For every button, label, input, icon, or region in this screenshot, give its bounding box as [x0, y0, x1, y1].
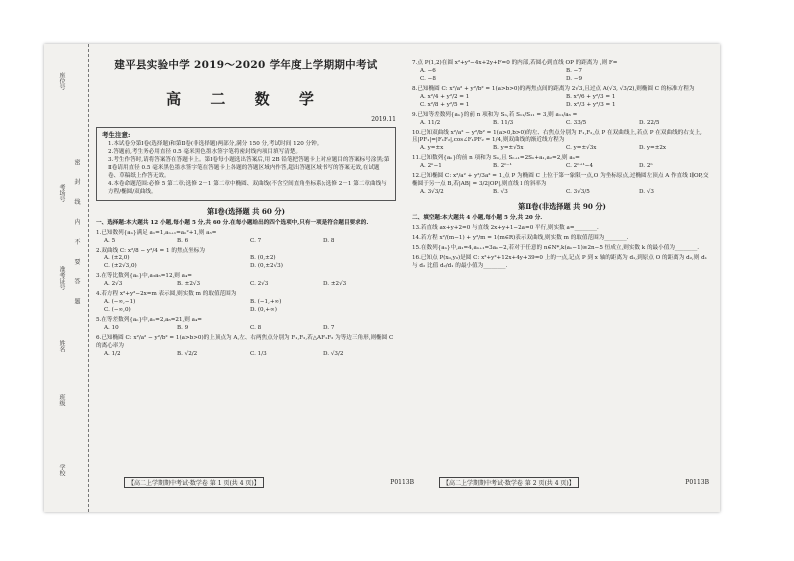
answer-option: A. (−∞,−1): [104, 299, 136, 306]
answer-option: D. √3: [639, 189, 654, 196]
question: [412, 112, 712, 128]
answer-option: D. 22/5: [639, 119, 660, 126]
question: [96, 317, 396, 333]
question: [412, 86, 712, 110]
notice-box: [96, 127, 396, 201]
name-label: 姓名: [58, 340, 65, 352]
answer-option: A. (±2,0): [104, 255, 130, 262]
answer-option: D. (0,+∞): [250, 307, 277, 314]
school-title: 建平县实验中学 2019～2020 学年度上学期期中考试: [114, 59, 378, 71]
answer-option: A. 1/2: [104, 350, 121, 357]
footer-left-text: 【高二上学期期中考试·数学卷 第 1 页(共 4 页)】: [124, 477, 264, 488]
answer-option: B. −7: [566, 67, 582, 74]
question: [96, 273, 396, 289]
answer-option: B. 9: [177, 324, 189, 331]
part1-title: 第Ⅰ卷(选择题 共 60 分): [207, 206, 285, 216]
answer-option: C. (±2√3,0): [104, 263, 137, 270]
admission-id-label: 准考证号: [58, 266, 65, 290]
notice-item: 4.本卷命题范围:必修 5 第二章;选修 2－1 第二章中椭圆、双曲线(不含空间直角坐标系);选修 2－1 第二章曲线与方程/椭圆/双曲线。: [108, 180, 387, 195]
answer-options: [412, 189, 712, 197]
question: [412, 130, 712, 154]
question-stem: 4.若方程 x²+y²−2x=m 表示圆,则实数 m 的取值范围为: [96, 291, 237, 298]
answer-option: D. √3/2: [323, 350, 344, 357]
answer-option: C. 8: [250, 324, 262, 331]
answer-options: [96, 325, 396, 333]
question-stem: 7.点 P(1,2)在圆 x²+y²−4x+2y+F=0 的内部,若圆心到直线 OP 的距离为 ,则 F=: [412, 60, 618, 66]
question-stem: 10.已知双曲线 x²/a² − y²/b² = 1(a>0,b>0)的左、右焦点分别为 F₁,F₂,点 P 在双曲线上,若点 P 在双曲线的右支上,且|PF₁|=|F₁F₂|,cos∠F₁PF₂ = 1/4,则双曲线的渐近线方程为: [412, 129, 702, 144]
fill-question: 14.若方程 x²/(m−1) + y²/m = 1(m∈R)表示双曲线,则实数 m 的取值范围为________.: [412, 235, 629, 242]
notice-item: 3.考生作答时,请将答案答在答题卡上。第Ⅰ卷每小题选出答案后,用 2B 铅笔把答题卡上对应题目的答案标号涂黑;第Ⅱ卷请用直径 0.5 毫米黑色墨水签字笔在答题卡上各题的答题区域内作答,超出答题区域书写的答案无效,在试题卷、草稿纸上作答无效。: [108, 156, 390, 179]
exam-room-label: 考场号: [58, 184, 65, 202]
part2-title: 第Ⅱ卷(非选择题 共 90 分): [518, 202, 606, 211]
question-stem: 8.已知椭圆 C: x²/a² + y²/b² = 1(a>b>0)的两焦点间的距离为 2√3,且过点 A(√3, √3/2),则椭圆 C 的标准方程为: [412, 85, 695, 92]
seal-line-words: 密 封 线 内 不 要 答 题: [73, 159, 80, 311]
answer-option: D. 7: [323, 324, 335, 331]
question-stem: 5.在等差数列{aₙ}中,a₁=2,a₆=21,则 a₄=: [96, 317, 202, 324]
answer-options: [412, 145, 712, 153]
answer-option: B. (0,±2): [250, 255, 276, 262]
fill-question: 15.在数列{aₙ}中,a₁=4,aₙ₊₁=3aₙ−2,若对于任意的 n∈N*,k(aₙ−1)≥2n−5 恒成立,则实数 k 的最小值为________.: [412, 245, 700, 252]
answer-option: B. y=±√5x: [493, 145, 524, 152]
answer-option: C. y=±√3x: [566, 145, 597, 152]
question: [96, 230, 396, 246]
answer-option: D. 8: [323, 237, 335, 244]
answer-option: B. √3: [493, 189, 508, 196]
notice-item: 1.本试卷分第Ⅰ卷(选择题)和第Ⅱ卷(非选择题)两部分,满分 150 分,考试时间 120 分钟。: [108, 140, 323, 147]
question: [96, 335, 396, 359]
answer-option: A. 5: [104, 237, 116, 244]
right-column: [412, 58, 712, 271]
binding-margin: [44, 44, 89, 512]
answer-option: A. 11/2: [420, 119, 441, 126]
answer-options: [412, 120, 712, 128]
answer-options: [96, 351, 396, 359]
answer-option: B. ±2√3: [177, 281, 201, 288]
answer-option: A. 10: [104, 324, 119, 331]
answer-option: A. 2ⁿ−1: [420, 163, 442, 170]
exam-sheet: [44, 44, 720, 512]
question-stem: 6.已知椭圆 C: x²/a² − y²/b² = 1(a>b>0)的上顶点为 A,左、右两焦点分别为 F₁,F₂,若△AF₁F₂ 为等边三角形,则椭圆 C 的离心率为: [96, 334, 394, 349]
question: [412, 173, 712, 197]
answer-option: B. x²/6 + y²/3 = 1: [566, 93, 616, 100]
part2-instruction: 二、填空题:本大题共 4 小题,每小题 5 分,共 20 分.: [412, 215, 543, 222]
fill-question: 13.若直线 ax+y+2=0 与直线 2x+y+1−2a=0 平行,则实数 a=________.: [412, 225, 599, 232]
answer-option: A. 3√3/2: [420, 189, 444, 196]
answer-option: D. x²/3 + y²/3 = 1: [566, 101, 616, 108]
question-stem: 1.已知数列{aₙ}满足 a₁=1,aₙ₊₁=aₙ²+1,则 a₃=: [96, 229, 217, 236]
answer-option: B. 6: [177, 237, 189, 244]
question-stem: 11.已知数列{aₙ}的前 n 项和为 Sₙ,且 Sₙ₊₁=2Sₙ+a₁,a₂=2,则 aₙ=: [412, 155, 580, 162]
footer-right-code: P0113B: [685, 479, 709, 486]
answer-options: [96, 255, 396, 271]
answer-option: A. −6: [420, 67, 436, 74]
footer-right: [439, 477, 709, 488]
left-column: [96, 58, 396, 359]
answer-options: [96, 299, 396, 315]
answer-option: C. (−∞,0): [104, 307, 131, 314]
answer-options: [96, 238, 396, 246]
question-stem: 9.已知等差数列{aₙ}的前 n 项和为 Sₙ,若 S₁₁/S₁₁ = 3,则 a₁₁/a₆ =: [412, 111, 578, 118]
notice-item: 2.答题前,考生务必用直径 0.5 毫米黑色墨水签字笔将密封线内项目填写清楚。: [108, 148, 301, 155]
notice-title: 考生注意:: [102, 130, 131, 139]
answer-options: [96, 281, 396, 289]
class-label: 班级: [58, 394, 65, 406]
answer-option: D. 2ⁿ: [639, 163, 653, 170]
answer-options: [412, 163, 712, 171]
footer-left: [124, 477, 414, 488]
question: [96, 248, 396, 272]
footer-left-code: P0113B: [390, 479, 414, 486]
answer-option: C. 7: [250, 237, 262, 244]
school-label: 学校: [58, 464, 65, 476]
answer-option: D. ±2√3: [323, 281, 347, 288]
footer-right-text: 【高二上学期期中考试·数学卷 第 2 页(共 4 页)】: [439, 477, 579, 488]
answer-option: C. 2ⁿ⁺¹−4: [566, 163, 594, 170]
answer-option: C. 1/3: [250, 350, 267, 357]
answer-options: [412, 68, 712, 84]
answer-option: B. √2/2: [177, 350, 198, 357]
answer-option: B. 11/3: [493, 119, 514, 126]
exam-date: 2019.11: [371, 116, 396, 124]
question-stem: 2.双曲线 C: x²/8 − y²/4 = 1 的焦点坐标为: [96, 247, 205, 254]
answer-option: C. −8: [420, 75, 436, 82]
subject-title: 高 二 数 学: [166, 89, 326, 108]
answer-option: A. x²/4 + y²/2 = 1: [420, 93, 470, 100]
question: [412, 155, 712, 171]
question-list: [412, 60, 712, 197]
answer-option: C. 3√3/5: [566, 189, 590, 196]
question: [96, 291, 396, 315]
answer-option: B. 2ⁿ⁻¹: [493, 163, 512, 170]
seat-label: 座位号: [58, 72, 65, 90]
answer-option: D. (0,±2√3): [250, 263, 283, 270]
question-stem: 3.在等比数列{aₙ}中,a₃a₅=12,则 a₄=: [96, 273, 192, 280]
answer-option: C. x²/8 + y²/5 = 1: [420, 101, 470, 108]
answer-option: A. y=±x: [420, 145, 444, 152]
answer-option: B. (−1,+∞): [250, 299, 282, 306]
answer-option: D. y=±2x: [639, 145, 667, 152]
answer-option: C. 33/5: [566, 119, 587, 126]
question-stem: 12.已知椭圆 C: x²/a² + y²/3a² = 1,点 P 为椭圆 C 上位于第一象限一点,O 为坐标原点,过椭圆左顶点 A 作直线 l∥OP,交椭圆于另一点 B,若|AB| = 3/2|OP|,则直线 l 的斜率为: [412, 173, 709, 188]
answer-option: A. 2√3: [104, 281, 123, 288]
answer-option: D. −9: [566, 75, 583, 82]
fill-question: 16.已知点 P(x₀,y₀)是圆 C: x²+y²+12x+4y+39=0 上的一点,记点 P 到 x 轴的距离为 d₁,到原点 O 的距离为 d₂,则 d₁ 与 d₂ 比值 d₂/d₁ 的最小值为________.: [412, 254, 707, 269]
answer-option: C. 2√3: [250, 281, 269, 288]
answer-options: [412, 94, 712, 110]
question: [412, 60, 712, 84]
question-list: [96, 230, 396, 359]
part1-instruction: 一、选择题:本大题共 12 小题,每小题 5 分,共 60 分.在每小题给出的四个选项中,只有一项是符合题目要求的.: [96, 219, 369, 226]
